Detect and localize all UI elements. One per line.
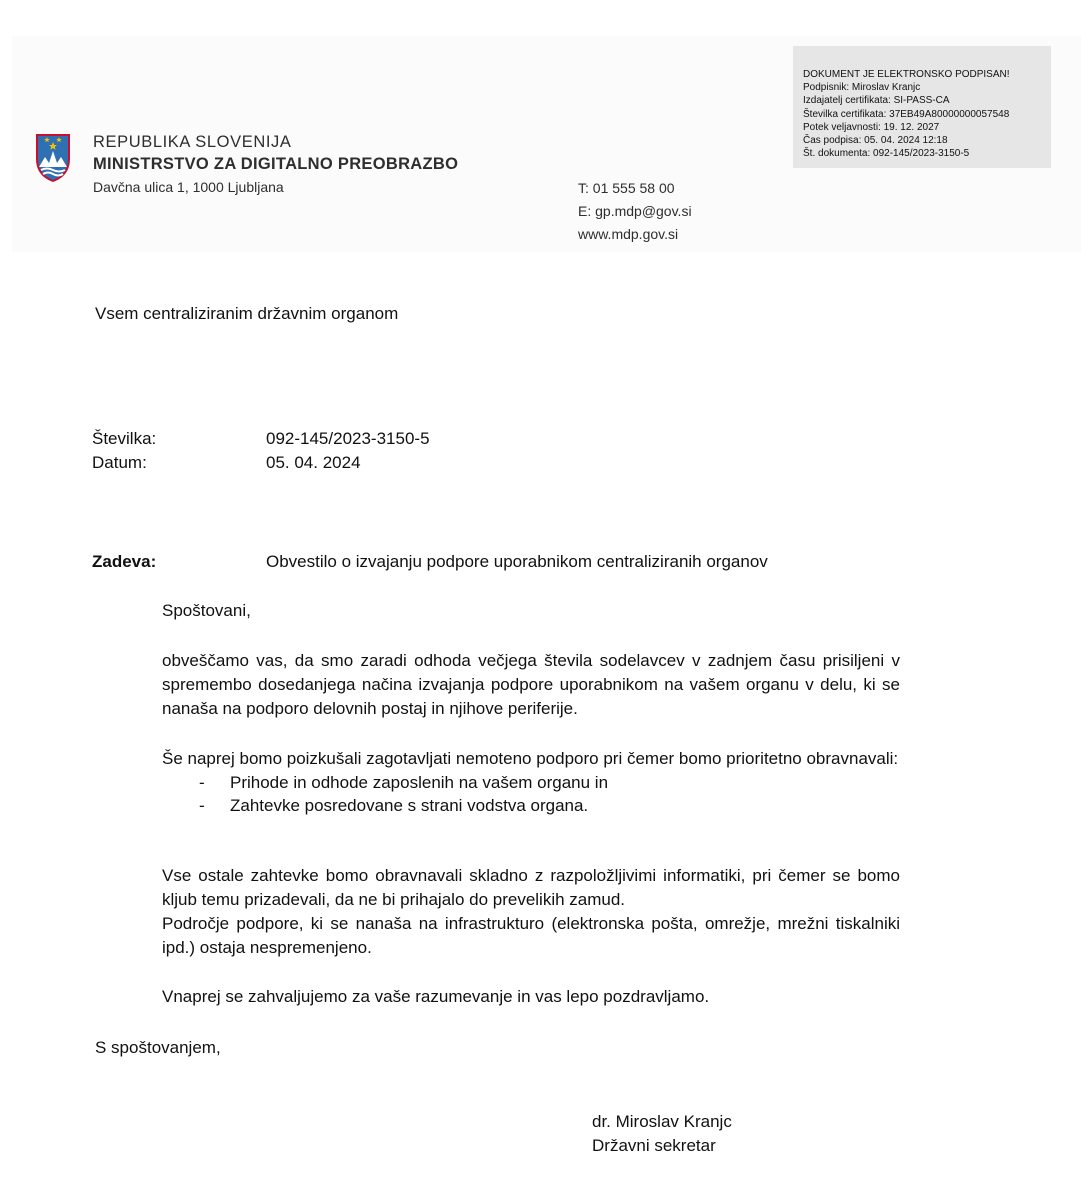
paragraph-text: obveščamo vas, da smo zaradi odhoda večjega števila sodelavcev v zadnjem času prisiljeni v spremembo dosedanjega načina izvajanja podpore uporabnikom na vašem organu v delu, ki se nanaša na podporo delovnih postaj in njihove periferije. (162, 651, 900, 718)
list-item (162, 771, 900, 794)
body-paragraph-2 (162, 747, 900, 817)
subject-text: Obvestilo o izvajanju podpore uporabnikom centraliziranih organov (266, 552, 768, 571)
signature-line: DOKUMENT JE ELEKTRONSKO PODPISAN! (803, 69, 1010, 80)
list-item-text: Zahtevke posredovane s strani vodstva organa. (230, 796, 589, 815)
greeting: Spoštovani, (162, 601, 251, 620)
ministry-address: Davčna ulica 1, 1000 Ljubljana (93, 179, 284, 195)
paragraph-text: Področje podpore, ki se nanaša na infrastrukturo (elektronska pošta, omrežje, mrežni tiskalniki ipd.) ostaja nespremenjeno. (162, 914, 900, 957)
ministry-name: MINISTRSTVO ZA DIGITALNO PREOBRAZBO (93, 155, 459, 173)
date-label: Datum: (92, 453, 147, 472)
country-name: REPUBLIKA SLOVENIJA (93, 133, 292, 151)
date-value: 05. 04. 2024 (266, 453, 361, 472)
letterhead-contact (578, 177, 692, 246)
phone-number: T: 01 555 58 00 (578, 180, 675, 196)
body-paragraph-3 (162, 864, 900, 960)
paragraph-text: Še naprej bomo poizkušali zagotavljati nemoteno podporo pri čemer bomo prioritetno obravnavali: (162, 749, 899, 768)
signature-line: Številka certifikata: 37EB49A80000000057548 (803, 108, 1010, 120)
list-dash: - (199, 796, 205, 815)
priority-list (162, 771, 900, 817)
list-item-text: Prihode in odhode zaposlenih na vašem organu in (230, 773, 609, 792)
e-signature-box (793, 46, 1051, 168)
website: www.mdp.gov.si (578, 226, 679, 242)
email-address: E: gp.mdp@gov.si (578, 203, 692, 219)
signature-line: Podpisnik: Miroslav Kranjc (803, 82, 921, 94)
signatory-title: Državni sekretar (592, 1136, 716, 1155)
signature-line: Št. dokumenta: 092-145/2023-3150-5 (803, 148, 970, 160)
slovenia-coat-of-arms-icon (33, 133, 73, 183)
body-paragraph-5: Vnaprej se zahvaljujemo za vaše razumevanje in vas lepo pozdravljamo. (162, 987, 710, 1006)
letterhead-organization (93, 131, 458, 199)
number-value: 092-145/2023-3150-5 (266, 429, 430, 448)
list-dash: - (199, 773, 205, 792)
signature-line: Izdajatelj certifikata: SI-PASS-CA (803, 95, 950, 107)
subject-label: Zadeva: (92, 552, 157, 571)
paragraph-text: Vse ostale zahtevke bomo obravnavali skladno z razpoložljivimi informatiki, pri čemer se bomo kljub temu prizadevali, da ne bi prihajalo do prevelikih zamud. (162, 866, 900, 909)
signatory-name: dr. Miroslav Kranjc (592, 1112, 732, 1131)
closing: S spoštovanjem, (95, 1038, 221, 1057)
signature-line: Potek veljavnosti: 19. 12. 2027 (803, 121, 940, 133)
body-paragraph-1 (162, 649, 900, 721)
signature-line: Čas podpisa: 05. 04. 2024 12:18 (803, 135, 948, 147)
number-label: Številka: (92, 429, 157, 448)
list-item (162, 794, 900, 817)
recipient: Vsem centraliziranim državnim organom (95, 304, 399, 323)
